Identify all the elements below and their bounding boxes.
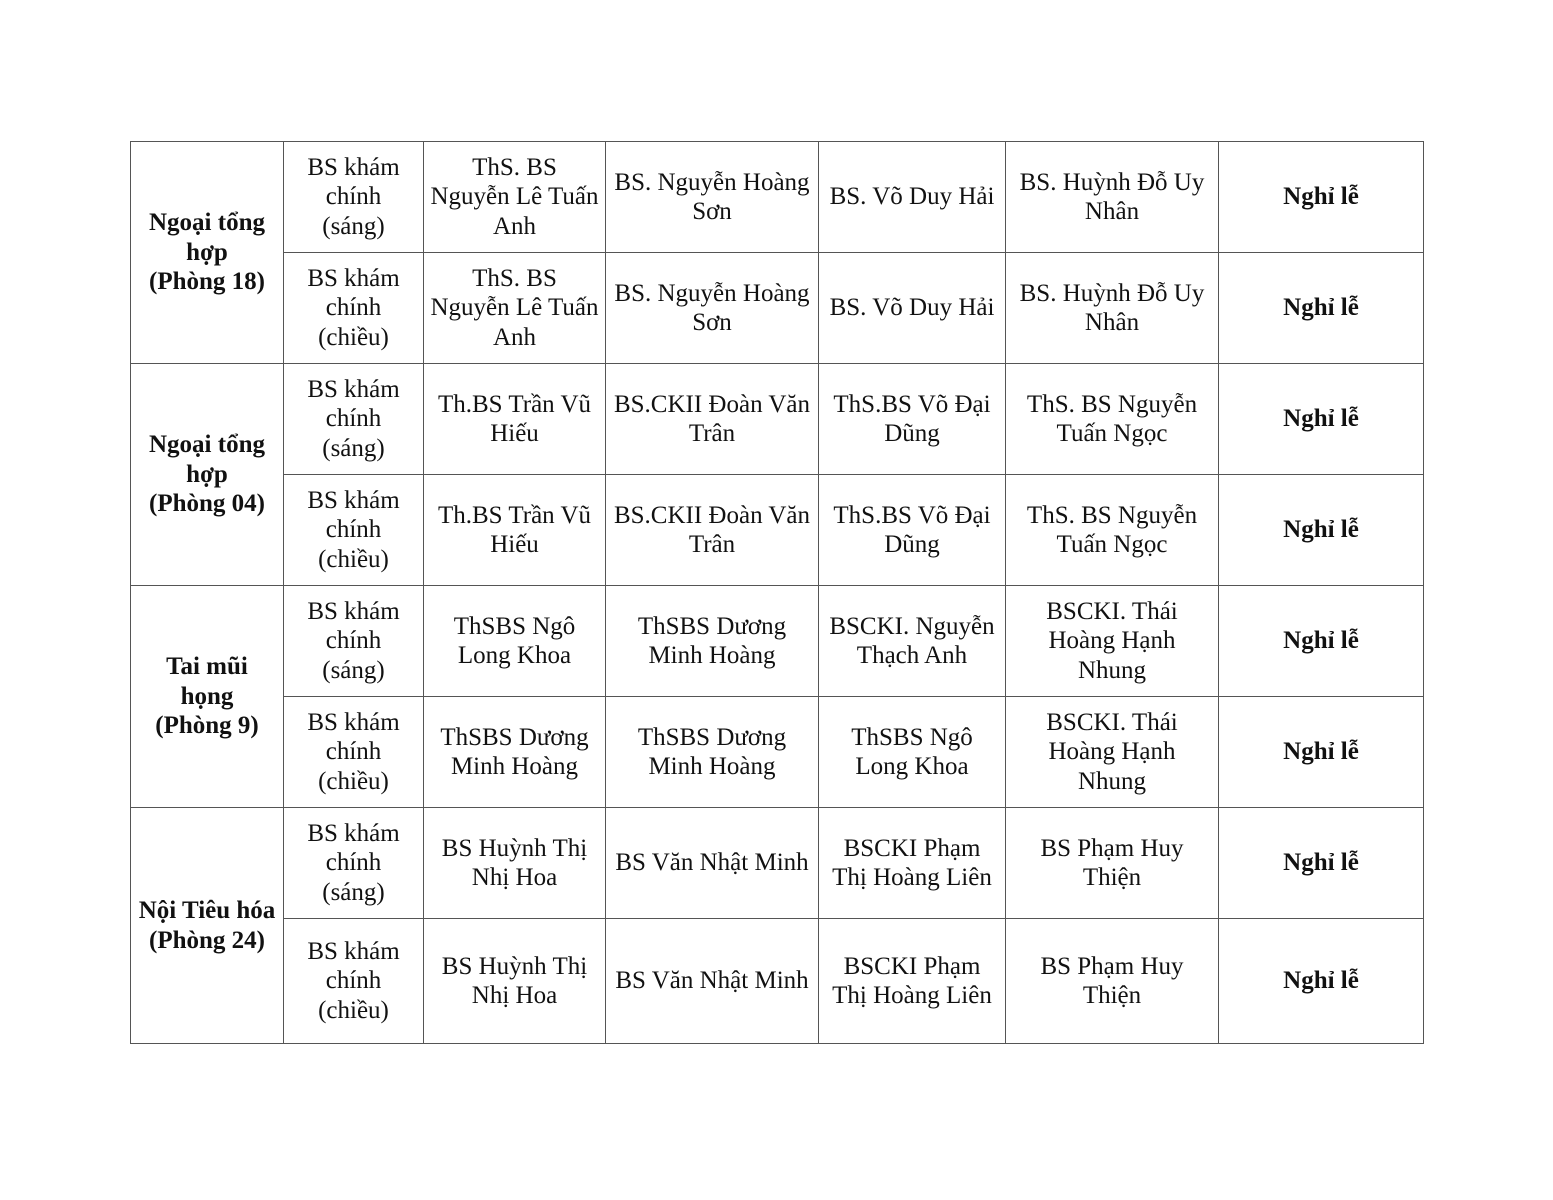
department-room: (Phòng 24) — [149, 926, 265, 954]
shift-label: BS khám chính (chiều) — [284, 253, 424, 364]
doctor-cell: ThSBS Dương Minh Hoàng — [606, 586, 819, 697]
shift-label: BS khám chính (chiều) — [284, 697, 424, 808]
table-row — [131, 475, 1424, 586]
doctor-cell: BS. Nguyễn Hoàng Sơn — [606, 253, 819, 364]
department-cell — [131, 586, 284, 808]
table-row — [131, 142, 1424, 253]
department-room: (Phòng 9) — [155, 712, 259, 740]
doctor-cell: BSCKI. Thái Hoàng Hạnh Nhung — [1006, 586, 1219, 697]
doctor-cell: ThSBS Dương Minh Hoàng — [424, 697, 606, 808]
table-row — [131, 697, 1424, 808]
doctor-cell: Th.BS Trần Vũ Hiếu — [424, 475, 606, 586]
doctor-cell: BSCKI. Thái Hoàng Hạnh Nhung — [1006, 697, 1219, 808]
doctor-cell: BS Huỳnh Thị Nhị Hoa — [424, 808, 606, 919]
doctor-cell: ThSBS Ngô Long Khoa — [819, 697, 1006, 808]
doctor-cell: ThS. BS Nguyễn Lê Tuấn Anh — [424, 142, 606, 253]
doctor-cell: ThS.BS Võ Đại Dũng — [819, 475, 1006, 586]
shift-label: BS khám chính (chiều) — [284, 919, 424, 1044]
doctor-schedule-table — [130, 141, 1424, 1044]
doctor-cell: ThS. BS Nguyễn Tuấn Ngọc — [1006, 364, 1219, 475]
doctor-cell: ThS. BS Nguyễn Tuấn Ngọc — [1006, 475, 1219, 586]
doctor-cell: BS.CKII Đoàn Văn Trân — [606, 364, 819, 475]
status-cell: Nghỉ lễ — [1219, 364, 1424, 475]
department-cell — [131, 142, 284, 364]
doctor-cell: BS Phạm Huy Thiện — [1006, 919, 1219, 1044]
doctor-cell: ThS.BS Võ Đại Dũng — [819, 364, 1006, 475]
department-room: (Phòng 04) — [149, 490, 265, 518]
doctor-cell: BS.CKII Đoàn Văn Trân — [606, 475, 819, 586]
doctor-cell: ThSBS Ngô Long Khoa — [424, 586, 606, 697]
status-cell: Nghỉ lễ — [1219, 586, 1424, 697]
status-cell: Nghỉ lễ — [1219, 142, 1424, 253]
doctor-cell: BSCKI Phạm Thị Hoàng Liên — [819, 808, 1006, 919]
doctor-cell: BS. Nguyễn Hoàng Sơn — [606, 142, 819, 253]
doctor-cell: BS. Huỳnh Đỗ Uy Nhân — [1006, 253, 1219, 364]
doctor-cell: BSCKI. Nguyễn Thạch Anh — [819, 586, 1006, 697]
department-name: Nội Tiêu hóa — [138, 897, 276, 924]
doctor-cell: BS. Võ Duy Hải — [819, 142, 1006, 253]
shift-label: BS khám chính (sáng) — [284, 808, 424, 919]
doctor-cell: BS Văn Nhật Minh — [606, 808, 819, 919]
doctor-cell: Th.BS Trần Vũ Hiếu — [424, 364, 606, 475]
status-cell: Nghỉ lễ — [1219, 697, 1424, 808]
doctor-cell: ThS. BS Nguyễn Lê Tuấn Anh — [424, 253, 606, 364]
table-row — [131, 586, 1424, 697]
doctor-cell: BS Huỳnh Thị Nhị Hoa — [424, 919, 606, 1044]
document-page — [130, 141, 1423, 1044]
shift-label: BS khám chính (sáng) — [284, 364, 424, 475]
doctor-cell: BS Văn Nhật Minh — [606, 919, 819, 1044]
shift-label: BS khám chính (chiều) — [284, 475, 424, 586]
table-row — [131, 364, 1424, 475]
table-row — [131, 919, 1424, 1044]
doctor-cell: BSCKI Phạm Thị Hoàng Liên — [819, 919, 1006, 1044]
department-name: Tai mũi họng — [166, 653, 248, 710]
status-cell: Nghỉ lễ — [1219, 919, 1424, 1044]
department-cell — [131, 364, 284, 586]
doctor-cell: BS. Huỳnh Đỗ Uy Nhân — [1006, 142, 1219, 253]
status-cell: Nghỉ lễ — [1219, 253, 1424, 364]
department-name: Ngoại tổng hợp — [149, 431, 265, 488]
doctor-cell: ThSBS Dương Minh Hoàng — [606, 697, 819, 808]
shift-label: BS khám chính (sáng) — [284, 142, 424, 253]
department-cell — [131, 808, 284, 1044]
doctor-cell: BS. Võ Duy Hải — [819, 253, 1006, 364]
shift-label: BS khám chính (sáng) — [284, 586, 424, 697]
table-row — [131, 253, 1424, 364]
status-cell: Nghỉ lễ — [1219, 808, 1424, 919]
department-name: Ngoại tổng hợp — [149, 209, 265, 266]
status-cell: Nghỉ lễ — [1219, 475, 1424, 586]
table-row — [131, 808, 1424, 919]
doctor-cell: BS Phạm Huy Thiện — [1006, 808, 1219, 919]
department-room: (Phòng 18) — [149, 268, 265, 296]
